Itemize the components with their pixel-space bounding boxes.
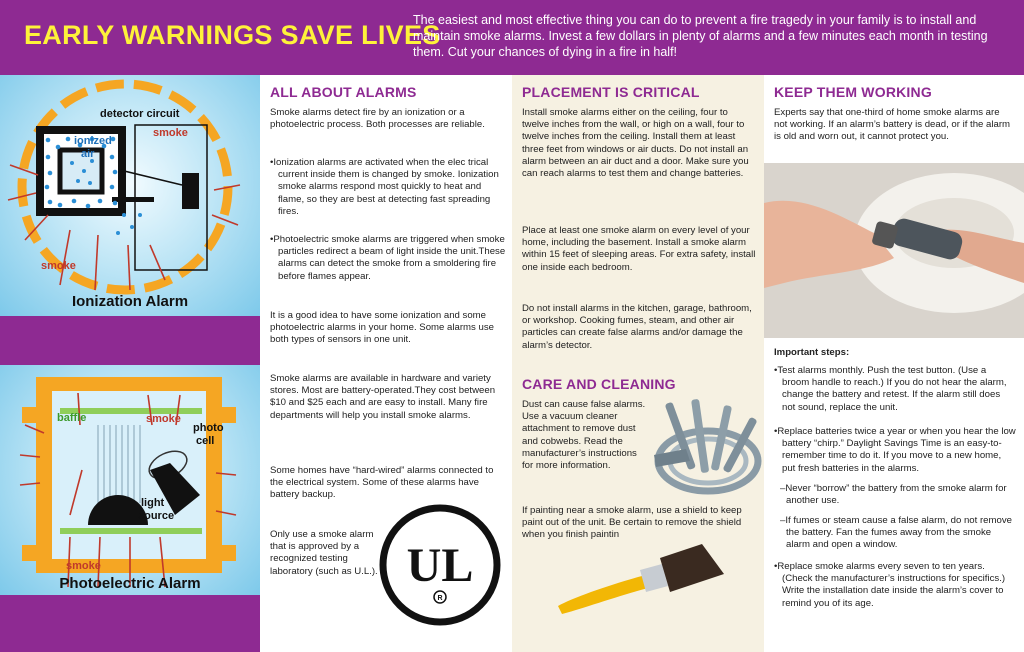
page-title: EARLY WARNINGS SAVE LIVES: [24, 20, 441, 50]
diagram-column: [0, 75, 260, 652]
about-para-cost: Smoke alarms are available in hardware and variety stores. Most are battery-operated.They cost between $10 and $25 each and are easy to install. Many fire departments will help you install smoke alarms.: [270, 373, 496, 421]
all-about-alarms-column: [260, 75, 512, 652]
label-smoke-outer: smoke: [41, 260, 76, 272]
label-detector-circuit: detector circuit: [100, 108, 180, 120]
placement-para-location: Install smoke alarms either on the ceiling, four to twelve inches from the wall, or high on a wall, four to twelve inches from the ceiling. Install them at least three feet from windows or air ducts. Do not install an alarm between an air duct and a door. Make sure you can reach alarms to test them and change batteries.: [522, 107, 749, 180]
keep-working-column: [764, 75, 1024, 652]
placement-column: [512, 75, 764, 652]
label-baffle: baffle: [57, 412, 87, 424]
placement-para-levels: Place at least one smoke alarm on every level of your home, including the basement. Install a smoke alarm within 15 feet of sleeping areas. For extra safety, install one inside each bedroom.: [522, 225, 756, 273]
photoelectric-diagram: [0, 365, 260, 595]
care-para-painting: If painting near a smoke alarm, use a shield to keep paint out of the unit. Be certain to remove the shield when you finish paintin: [522, 505, 742, 541]
about-para-mix: It is a good idea to have some ionization and some photoelectric alarms in your home. Some alarms use both types of sensors in one unit.: [270, 310, 494, 346]
battery-replacement-photo: [764, 163, 1024, 338]
about-para-hardwired: Some homes have “hard-wired” alarms connected to the electrical system. Some of these alarms have battery backup.: [270, 465, 494, 501]
label-smoke-inner: smoke: [146, 413, 181, 425]
header-banner: [0, 0, 1024, 75]
label-smoke-inner: smoke: [153, 127, 188, 139]
placement-heading: PLACEMENT IS CRITICAL: [522, 84, 700, 100]
about-para-approved: Only use a smoke alarm that is approved by a recognized testing laboratory (such as U.L.).: [270, 529, 378, 577]
about-bullet-photoelectric: •Photoelectric smoke alarms are triggered when smoke particles redirect a beam of light inside the unit.These alarms can detect the smoke from a smoldering fire before flames appear.: [270, 234, 506, 282]
label-smoke-outer: smoke: [66, 560, 101, 572]
about-bullet-ionization: •Ionization alarms are activated when the elec trical current inside them is changed by smoke. Ionization smoke alarms respond most quickly to heat and flame, so they are best at detecting fast spreading fires.: [270, 157, 499, 217]
label-photo: photo: [193, 422, 224, 434]
svg-text:R: R: [437, 595, 443, 602]
step-replace-alarms: •Replace smoke alarms every seven to ten years. (Check the manufacturer’s instructions for specifics.) Write the installation date inside the alarm’s cover to remind you of its age.: [774, 561, 1006, 609]
step-false-alarm: –If fumes or steam cause a false alarm, do not remove the battery. Fan the fumes away from the smoke alarm and open a window.: [780, 515, 1012, 551]
svg-text:UL: UL: [406, 539, 474, 592]
about-heading: ALL ABOUT ALARMS: [270, 84, 417, 100]
step-replace-batteries: •Replace batteries twice a year or when you hear the low battery “chirp.” Daylight Savings Time is an easy-to-remember time to do it. If you move to a new home, put fresh batteries in the alarms.: [774, 426, 1016, 474]
vacuum-attachments-image: [646, 395, 764, 505]
steps-heading: Important steps:: [774, 347, 850, 358]
care-heading: CARE AND CLEANING: [522, 376, 676, 392]
working-heading: KEEP THEM WORKING: [774, 84, 932, 100]
intro-text: The easiest and most effective thing you can do to prevent a fire tragedy in your family is to install and maintain smoke alarms. Invest a few dollars in plenty of alarms and a few minutes each month in testing them. Cut your chances of dying in a fire in half!: [413, 13, 988, 59]
ul-logo: [378, 503, 502, 627]
photoelectric-illustration: [0, 365, 260, 595]
about-intro: Smoke alarms detect fire by an ionization or a photoelectric process. Both processes are reliable.: [270, 107, 485, 131]
label-source: source: [138, 510, 175, 522]
label-air: air: [81, 148, 95, 160]
ionization-diagram: [0, 75, 260, 316]
photoelectric-title: Photoelectric Alarm: [59, 575, 201, 592]
step-never-borrow: –Never “borrow” the battery from the smoke alarm for another use.: [780, 483, 1007, 507]
label-light: light: [141, 497, 165, 509]
care-para-dust: Dust can cause false alarms. Use a vacuum cleaner attachment to remove dust and cobwebs. Read the manufacturer’s instructions for more information.: [522, 399, 646, 472]
label-ionized: ionized: [74, 135, 112, 147]
step-test-monthly: •Test alarms monthly. Push the test button. (Use a broom handle to reach.) If you do not hear the alarm, change the battery and retest. If the alarm still does not sound, replace the unit.: [774, 365, 1007, 413]
working-intro: Experts say that one-third of home smoke alarms are not working. If an alarm’s battery is dead, or if the alarm is old and worn out, it cannot protect you.: [774, 107, 1011, 143]
label-cell: cell: [196, 435, 215, 447]
placement-para-avoid: Do not install alarms in the kitchen, garage, bathroom, or workshop. Cooking fumes, steam, and other air particles can create false alarms and/or damage the alarm’s detector.: [522, 303, 752, 351]
ionization-title: Ionization Alarm: [71, 293, 189, 310]
paintbrush-image: [552, 540, 732, 620]
